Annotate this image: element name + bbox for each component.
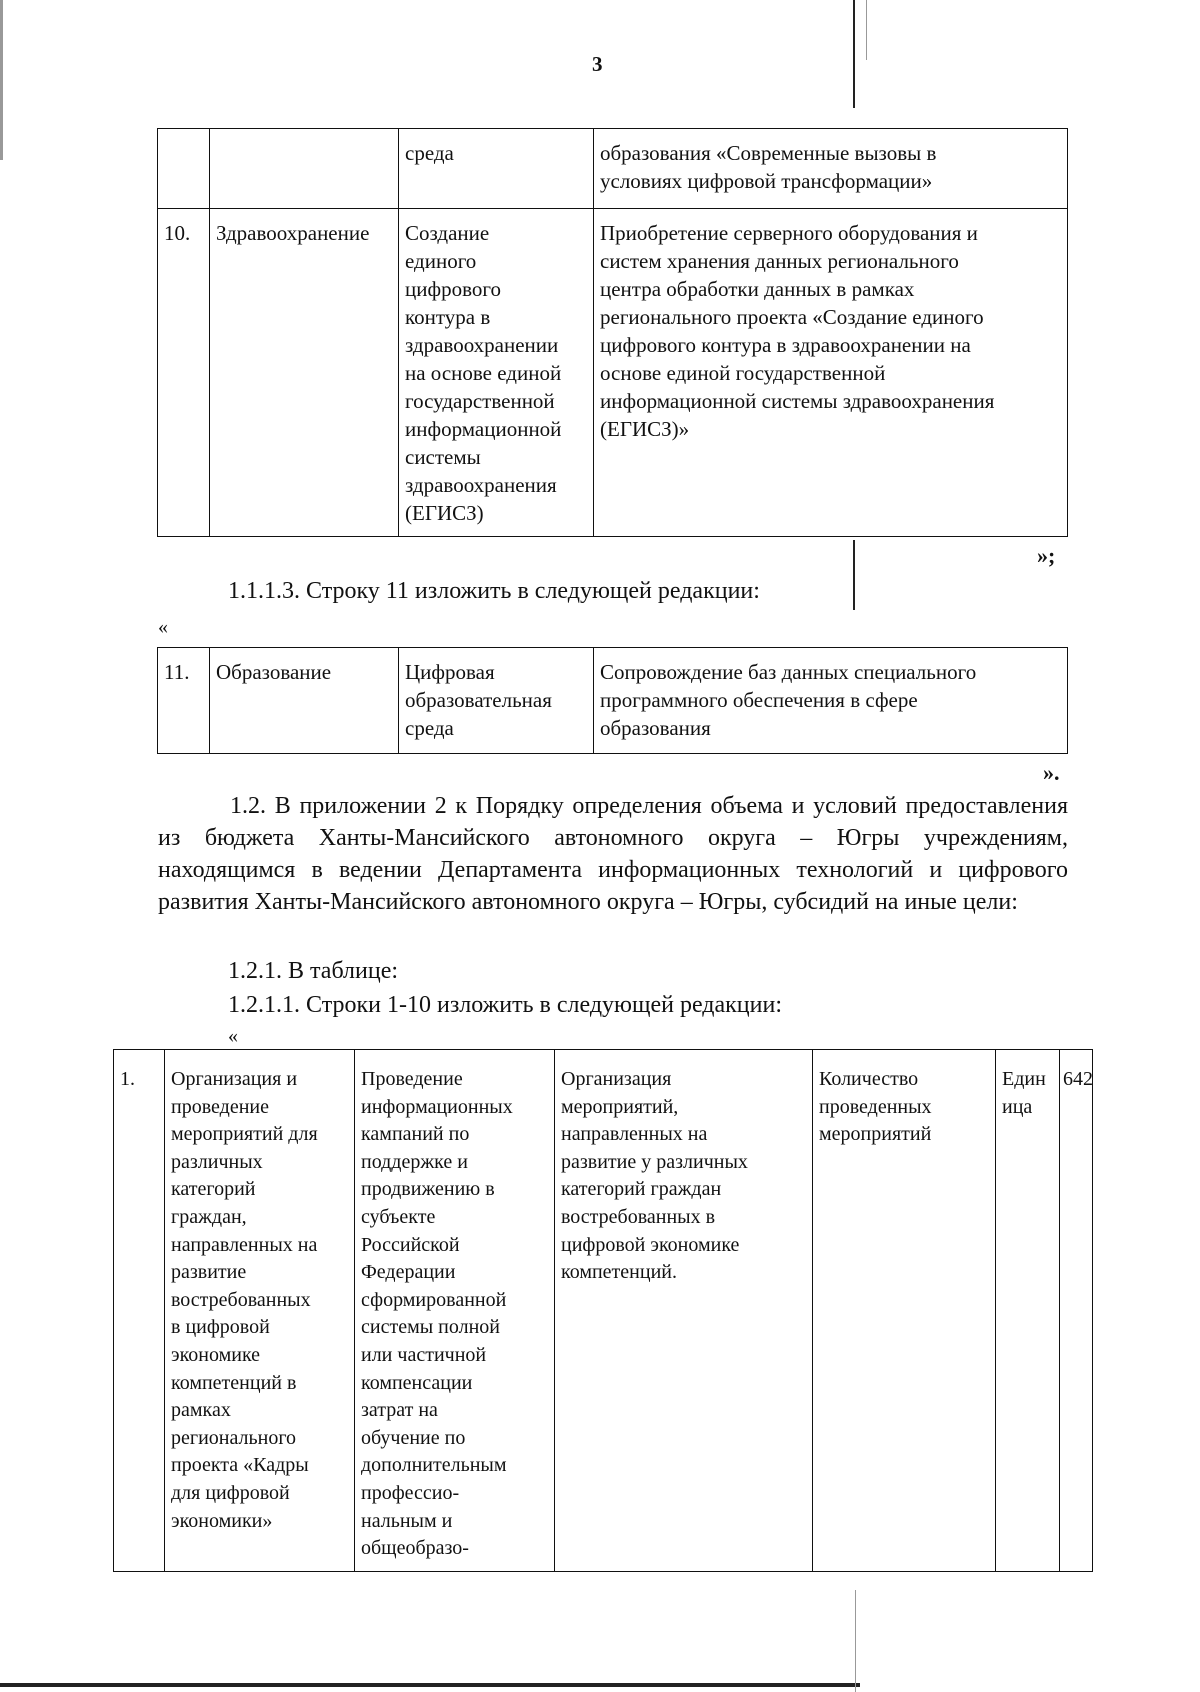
cell-num: [158, 129, 210, 209]
opening-quote: «: [228, 1025, 238, 1047]
cell-project: Создание единого цифрового контура в здравоохранении на основе единой государственной информационной системы здравоохранения (ЕГИСЗ): [399, 209, 594, 537]
cell-indicator: Количество проведенных мероприятий: [813, 1050, 996, 1572]
cell-project: среда: [399, 129, 594, 209]
section-heading-1113: 1.1.1.3. Строку 11 изложить в следующей редакции:: [228, 578, 760, 604]
cell-activity: Приобретение серверного оборудования и систем хранения данных регионального центра обработки данных в рамках регионального проекта «Создание единого цифрового контура в здравоохранении на основе единой государственной информационной системы здравоохранения (ЕГИСЗ)»: [594, 209, 1068, 537]
cell-activity: образования «Современные вызовы в условиях цифровой трансформации»: [594, 129, 1068, 209]
table-row: [158, 209, 1068, 537]
scan-artifact-line: [853, 0, 855, 108]
opening-quote: «: [158, 616, 168, 638]
section-paragraph-12: 1.2. В приложении 2 к Порядку определения объема и условий предоставления из бюджета Ханты-Мансийского автономного округа – Югры учреждениям, находящимся в ведении Департамента информационных технологий и цифрового развития Ханты-Мансийского автономного округа – Югры, субсидий на иные цели:: [158, 793, 1068, 915]
subsection-1211: 1.2.1.1. Строки 1-10 изложить в следующей редакции:: [228, 992, 783, 1018]
table-row: [114, 1050, 1093, 1572]
cell-description: Организация мероприятий, направленных на развитие у различных категорий граждан востребованных в цифровой экономике компетенций.: [555, 1050, 813, 1572]
closing-quote: ».: [1043, 760, 1060, 785]
cell-num: 10.: [158, 209, 210, 537]
page-number: 3: [592, 52, 603, 76]
cell-sphere: [210, 129, 399, 209]
scan-artifact-bottom-line: [0, 1683, 860, 1687]
scan-artifact-line: [853, 540, 855, 610]
cell-num: 11.: [158, 648, 210, 754]
scan-edge: [0, 0, 3, 160]
table-row: [158, 129, 1068, 209]
cell-project: Цифровая образовательная среда: [399, 648, 594, 754]
table-row: [158, 648, 1068, 754]
cell-activity: Сопровождение баз данных специального программного обеспечения в сфере образования: [594, 648, 1068, 754]
cell-sphere: Здравоохранение: [210, 209, 399, 537]
cell-num: 1.: [114, 1050, 165, 1572]
scan-artifact-line: [866, 0, 867, 60]
table-rows-continuation: [157, 128, 1068, 537]
scan-artifact-line: [855, 1590, 856, 1692]
table-row-11: [157, 647, 1068, 754]
cell-event: Организация и проведение мероприятий для различных категорий граждан, направленных на развитие востребованных в цифровой экономике компетенций в рамках регионального проекта «Кадры для цифровой экономики»: [165, 1050, 355, 1572]
closing-quote: »;: [1037, 543, 1056, 568]
table-rows-1-10: [113, 1049, 1093, 1572]
cell-sphere: Образование: [210, 648, 399, 754]
cell-unit: Един ица: [996, 1050, 1060, 1572]
cell-result: Проведение информационных кампаний по поддержке и продвижению в субъекте Российской Федерации сформированной системы полной или частичной компенсации затрат на обучение по дополнительным профессио- нальным и общеобразо-: [355, 1050, 555, 1572]
cell-code: 642: [1060, 1050, 1093, 1572]
subsection-121: 1.2.1. В таблице:: [228, 958, 399, 984]
